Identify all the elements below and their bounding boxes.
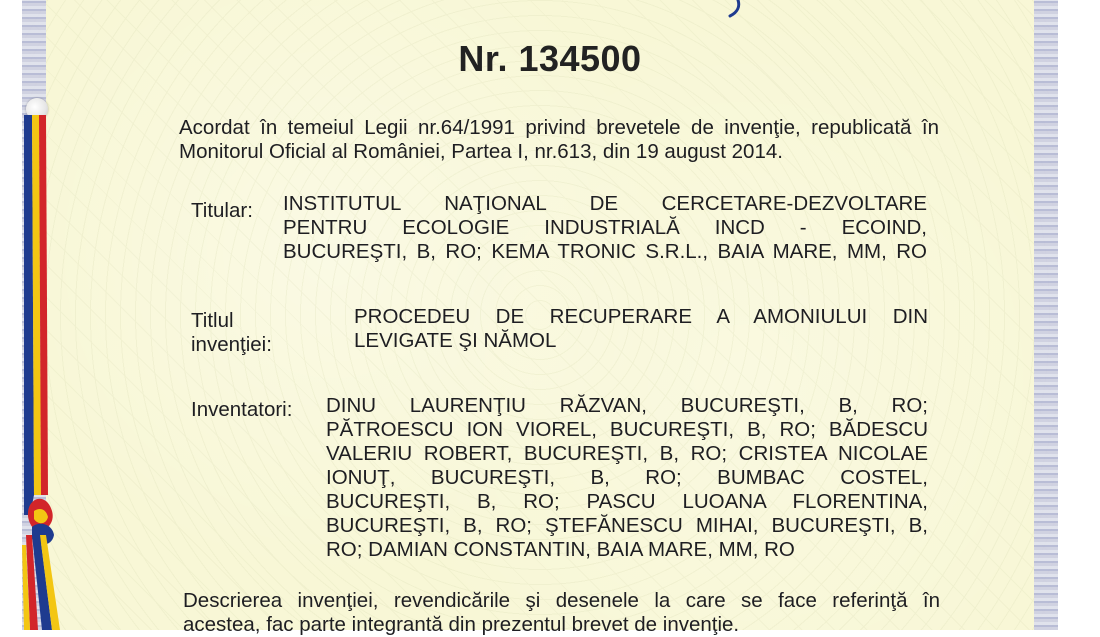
holder-line-1: INSTITUTUL NAŢIONAL DE CERCETARE-DEZVOLTARE [283, 192, 927, 215]
inventors-line-6: BUCUREŞTI, B, RO; ŞTEFĂNESCU MIHAI, BUCUREŞTI, B, [326, 514, 928, 537]
description-line-2: acestea, fac parte integrantă din prezentul brevet de invenţie. [183, 613, 740, 636]
invention-title-label [191, 309, 272, 357]
legal-basis-line-2: Monitorul Oficial al României, Partea I, nr.613, din 19 august 2014. [179, 140, 783, 163]
holder-label: Titular: [191, 199, 253, 222]
invention-title-label-line-1: Titlul [191, 309, 234, 332]
legal-basis-paragraph [179, 116, 939, 164]
holder-value [283, 192, 927, 264]
inventors-line-3: VALERIU ROBERT, BUCUREŞTI, B, RO; CRISTEA NICOLAE [326, 442, 928, 465]
invention-title-value [354, 305, 928, 353]
invention-title-label-line-2: invenţiei: [191, 333, 272, 356]
description-line-1: Descrierea invenţiei, revendicările şi desenele la care se face referinţă în [183, 589, 940, 612]
inventors-value [326, 394, 928, 562]
patent-number: Nr. 134500 [458, 38, 642, 79]
legal-basis-line-1: Acordat în temeiul Legii nr.64/1991 privind brevetele de invenţie, republicată în [179, 116, 939, 139]
inventors-line-2: PĂTROESCU ION VIOREL, BUCUREŞTI, B, RO; BĂDESCU [326, 418, 928, 441]
inventors-line-1: DINU LAURENŢIU RĂZVAN, BUCUREŞTI, B, RO; [326, 394, 928, 417]
inventors-line-4: IONUŢ, BUCUREŞTI, B, RO; BUMBAC COSTEL, [326, 466, 928, 489]
invention-title-line-2: LEVIGATE ŞI NĂMOL [354, 329, 557, 352]
inventors-line-7: RO; DAMIAN CONSTANTIN, BAIA MARE, MM, RO [326, 538, 795, 561]
invention-title-line-1: PROCEDEU DE RECUPERARE A AMONIULUI DIN [354, 305, 928, 328]
inventors-label: Inventatori: [191, 398, 293, 421]
holder-line-2: PENTRU ECOLOGIE INDUSTRIALĂ INCD - ECOIND, [283, 216, 927, 239]
right-security-border [1034, 0, 1058, 630]
tricolor-ribbon [22, 115, 62, 630]
holder-line-3: BUCUREŞTI, B, RO; KEMA TRONIC S.R.L., BAIA MARE, MM, RO [283, 240, 927, 263]
top-ink-mark [728, 0, 744, 18]
inventors-line-5: BUCUREŞTI, B, RO; PASCU LUOANA FLORENTINA, [326, 490, 928, 513]
tricolor-ribbon-graphic [22, 115, 62, 630]
